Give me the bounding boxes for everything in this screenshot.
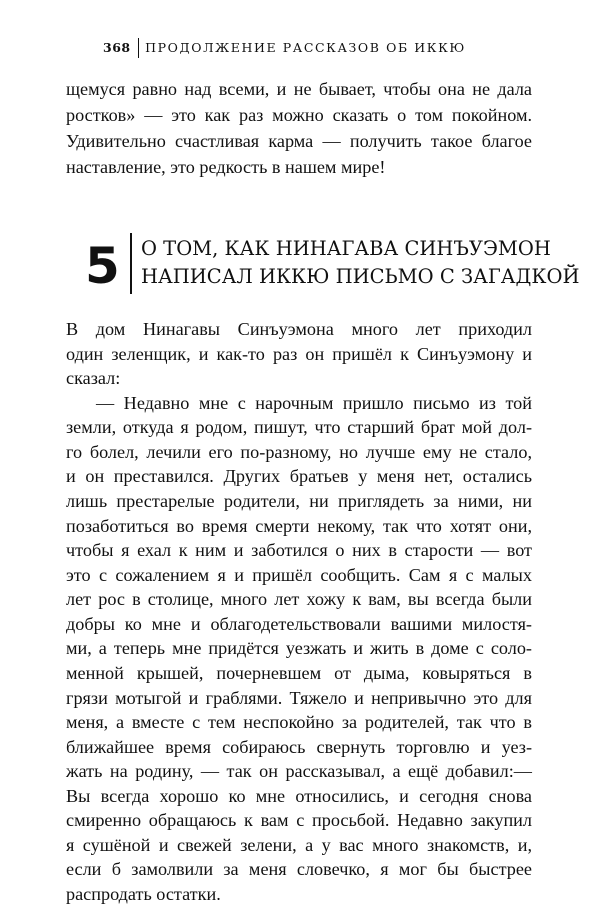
body-line: жать на родину, — так он рассказывал, а ещё добавил:—	[66, 761, 532, 782]
page-number: 368	[103, 40, 131, 55]
paragraph-line: ростков» — это как раз можно сказать о том покойном.	[66, 105, 532, 125]
body-line: лишь престарелые родители, ни приглядеть за ними, ни	[66, 491, 532, 511]
body-line: меня, а вместе с тем неспокойно за родителей, так что в	[66, 712, 532, 732]
body-line: Вы всегда хорошо ко мне относились, и сегодня снова	[66, 785, 532, 806]
body-line: один зеленщик, и как-то раз он пришёл к Синъуэмону и	[66, 343, 532, 364]
body-line: и он преставился. Других братьев у меня нет, остались	[66, 466, 532, 487]
chapter-title-line: О ТОМ, КАК НИНАГАВА СИНЪУЭМОН	[141, 237, 551, 260]
body-line: распродать остатки.	[66, 884, 221, 904]
body-line: лет рос в столице, много лет хожу к вам, вы всегда были	[66, 589, 532, 610]
running-title: ПРОДОЛЖЕНИЕ РАССКАЗОВ ОБ ИККЮ	[145, 40, 466, 55]
body-line: если б замолвили за меня словечко, я мог бы быстрее	[66, 859, 532, 880]
paragraph-line: щемуся равно над всеми, и не бывает, чтобы она не дала	[66, 79, 532, 99]
header-divider	[138, 38, 140, 58]
body-line: позаботиться во время смерти некому, так что хотят они,	[66, 515, 532, 536]
body-line: В дом Нинагавы Синъуэмона много лет приходил	[66, 319, 532, 339]
body-line: добры ко мне и облагодетельствовали вашими милостя-	[66, 613, 532, 634]
body-line: грязи мотыгой и граблями. Тяжело и непривычно это для	[66, 687, 532, 708]
body-line: менной крышей, почерневшем от дыма, ковыряться в	[66, 662, 532, 683]
running-head	[103, 38, 466, 58]
chapter-number: 5	[85, 237, 120, 295]
body-line: — Недавно мне с нарочным пришло письмо из той	[96, 392, 532, 413]
body-line: смиренно обращаюсь к вам с просьбой. Недавно закупил	[66, 810, 532, 831]
body-line: земли, откуда я родом, пишут, что старший брат мой дол-	[66, 417, 532, 438]
chapter-divider	[130, 233, 132, 294]
body-line: чтобы я ехал к ним и заботился о них в старости — вот	[66, 540, 532, 561]
body-line: ближайшее время собираюсь свернуть торговлю и уез-	[66, 736, 532, 757]
body-line: сказал:	[66, 368, 121, 389]
body-line: го болел, лечили его по-разному, но лучше ему не стало,	[66, 441, 532, 462]
body-line: я сушёной и свежей зелени, а у вас много знакомств, и,	[66, 834, 532, 855]
body-line: ми, а теперь мне придётся уезжать и жить в доме с соло-	[66, 638, 532, 659]
body-line: это с сожалением я и пришёл сообщить. Сам я с малых	[66, 564, 532, 585]
chapter-title-line: НАПИСАЛ ИККЮ ПИСЬМО С ЗАГАДКОЙ	[141, 265, 580, 288]
paragraph-line: наставление, это редкость в нашем мире!	[66, 157, 386, 177]
paragraph-line: Удивительно счастливая карма — получить такое благое	[66, 131, 532, 151]
